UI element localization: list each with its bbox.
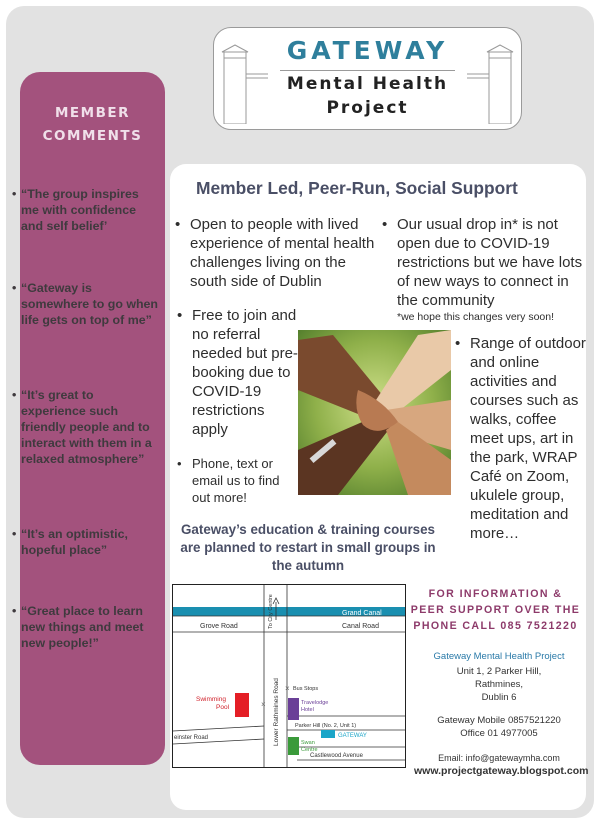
member-comment xyxy=(12,387,158,467)
map-bus-stop-marker-a: × xyxy=(261,700,266,709)
bullet-range-of-activities xyxy=(455,334,590,543)
bullet-phone xyxy=(177,455,299,506)
bullet: • xyxy=(12,604,17,618)
logo-subtitle-line2: Project xyxy=(326,98,409,118)
comment-text: “Gateway is somewhere to go when life gets on top of me” xyxy=(21,281,159,327)
bullet-drop-in xyxy=(382,215,588,324)
member-comment xyxy=(12,526,158,558)
bullet: • xyxy=(177,307,183,324)
map-label-leinster-road: einster Road xyxy=(174,735,209,741)
bullet-free-text: Free to join and no referral needed but pre-booking due to COVID-19 restrictions apply xyxy=(192,307,298,438)
map-label-grand-canal: Grand Canal xyxy=(342,610,382,617)
comment-text: “It’s an optimistic, hopeful place” xyxy=(21,527,128,557)
bullet: • xyxy=(12,281,17,295)
address-line1: Unit 1, 2 Parker Hill, xyxy=(456,666,542,677)
map-label-travelodge-line2: Hotel xyxy=(301,707,314,713)
bullet: • xyxy=(455,335,461,352)
bullet: • xyxy=(382,216,388,233)
bullet: • xyxy=(12,527,17,541)
info-heading xyxy=(408,586,583,634)
bullet: • xyxy=(12,388,17,402)
website-link: www.projectgateway.blogspot.com xyxy=(414,765,589,777)
map-label-swan-line1: Swan xyxy=(301,740,315,746)
map-label-bus-stops: Bus Stops xyxy=(293,686,319,692)
logo-subtitle-line1: Mental Health xyxy=(286,74,449,94)
member-comment xyxy=(12,280,158,328)
sidebar-heading-line1: MEMBER xyxy=(55,105,130,121)
logo-divider xyxy=(280,70,455,71)
info-heading-line1: FOR INFORMATION & xyxy=(428,588,563,600)
map-bus-stop-marker-b: × xyxy=(285,684,290,693)
bullet-range-text: Range of outdoor and online activities and courses such as walks, coffee meet ups, art in the park, WRAP Café on Zoom, ukulele group, meditation and more… xyxy=(470,335,586,542)
map-label-castlewood-avenue: Castlewood Avenue xyxy=(310,753,363,759)
bullet-open-to xyxy=(175,215,375,291)
bullet: • xyxy=(12,187,17,201)
sidebar-heading xyxy=(20,102,165,148)
info-heading-line3: PHONE CALL 085 7521220 xyxy=(413,620,578,632)
logo-title: GATEWAY xyxy=(286,36,449,65)
bullet: • xyxy=(177,456,182,471)
location-map xyxy=(172,584,406,768)
map-swimming-pool-marker xyxy=(235,693,249,717)
email-address: Email: info@gatewaymha.com xyxy=(438,753,560,763)
comment-text: “It’s great to experience such friendly people and to interact with them in a relaxed atmosphere” xyxy=(21,388,152,466)
courses-note: Gateway’s education & training courses are planned to restart in small groups in the autumn xyxy=(180,522,436,573)
hands-together-photo xyxy=(298,330,451,495)
address-line3: Dublin 6 xyxy=(481,692,517,703)
address-line2: Rathmines, xyxy=(474,679,524,690)
member-comment xyxy=(12,186,158,234)
map-label-to-city-centre: To City Centre xyxy=(268,594,274,629)
map-label-swan-line2: Centre xyxy=(301,747,318,753)
member-comment xyxy=(12,603,158,651)
map-label-lower-rathmines-road: Lower Rathmines Road xyxy=(273,678,280,746)
comment-text: “Great place to learn new things and meet new people!” xyxy=(21,604,144,650)
main-heading: Member Led, Peer-Run, Social Support xyxy=(196,178,518,198)
info-heading-line2: PEER SUPPORT OVER THE xyxy=(410,604,581,616)
map-travelodge-marker xyxy=(288,698,299,720)
map-swan-centre-marker xyxy=(288,737,299,755)
map-label-gateway: GATEWAY xyxy=(338,733,367,739)
map-label-grove-road: Grove Road xyxy=(200,623,238,630)
logo xyxy=(213,27,522,130)
map-label-travelodge-line1: Travelodge xyxy=(301,700,329,706)
phone-numbers xyxy=(414,714,584,740)
comment-text: “The group inspires me with confidence and self belief’ xyxy=(21,187,139,233)
address xyxy=(414,665,584,704)
sidebar-heading-line2: COMMENTS xyxy=(42,128,143,144)
mobile-number: Gateway Mobile 0857521220 xyxy=(437,715,561,726)
map-gateway-marker xyxy=(321,730,335,738)
map-label-swimming-pool-line1: Swimming xyxy=(196,696,226,703)
bullet-free-to-join xyxy=(177,306,302,439)
map-label-parker-hill: Parker Hill (No. 2, Unit 1) xyxy=(295,723,357,729)
bullet-phone-text: Phone, text or email us to find out more! xyxy=(192,456,280,505)
office-number: Office 01 4977005 xyxy=(460,728,538,739)
org-name: Gateway Mental Health Project xyxy=(433,651,565,662)
bullet: • xyxy=(175,216,181,233)
bullet-dropin-text: Our usual drop in* is not open due to COVID-19 restrictions but we have lots of new ways to connect in the community xyxy=(397,216,583,309)
map-label-canal-road: Canal Road xyxy=(342,623,379,630)
bullet-open-text: Open to people with lived experience of mental health challenges living on the south side of Dublin xyxy=(190,216,375,290)
map-label-swimming-pool-line2: Pool xyxy=(216,704,230,711)
dropin-note: *we hope this changes very soon! xyxy=(397,311,555,323)
